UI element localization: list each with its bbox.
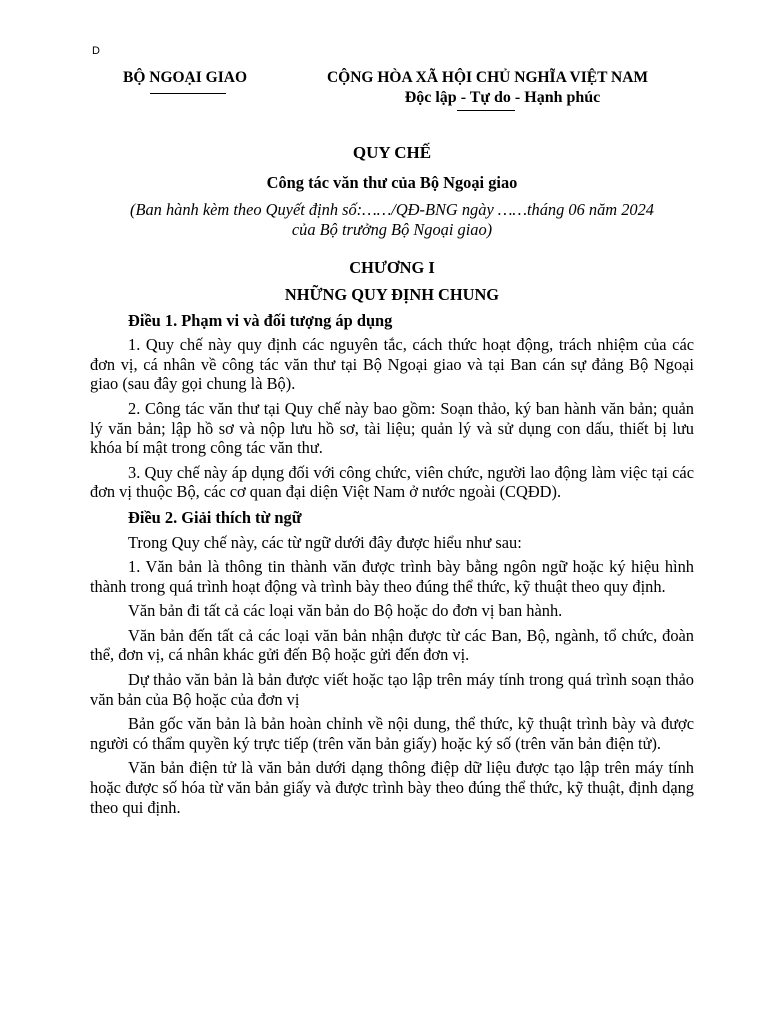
document-body	[90, 143, 694, 817]
agency-name: BỘ NGOẠI GIAO	[122, 69, 247, 86]
article-1-paragraph: 2. Công tác văn thư tại Quy chế này bao gồm: Soạn thảo, ký ban hành văn bản; quản lý văn bản; lập hồ sơ và nộp lưu hồ sơ, tài liệu; quản lý và sử dụng con dấu, thiết bị lưu khóa bí mật trong công tác văn thư.	[90, 398, 694, 458]
article-2-paragraph: Văn bản đi tất cả các loại văn bản do Bộ hoặc do đơn vị ban hành.	[128, 601, 563, 621]
article-2-heading: Điều 2. Giải thích từ ngữ	[128, 507, 302, 527]
chapter-name: NHỮNG QUY ĐỊNH CHUNG	[284, 284, 500, 304]
article-2-paragraph: Dự thảo văn bản là bản được viết hoặc tạo lập trên máy tính trong quá trình soạn thảo văn bản của Bộ hoặc của đơn vị	[90, 670, 694, 709]
country-name: CỘNG HÒA XÃ HỘI CHỦ NGHĨA VIỆT NAM	[326, 69, 649, 86]
motto-underline	[457, 110, 515, 111]
national-header	[295, 68, 680, 108]
corner-mark: D	[92, 45, 100, 57]
chapter-label: CHƯƠNG I	[349, 258, 435, 278]
article-2-paragraph: Văn bản đến tất cả các loại văn bản nhận được từ các Ban, Bộ, ngành, tổ chức, đoàn thể, đơn vị, cá nhân khác gửi đến Bộ hoặc gửi đến đơn vị.	[90, 625, 694, 665]
document-subtitle: Công tác văn thư của Bộ Ngoại giao	[266, 172, 518, 192]
issuance-note-line1: (Ban hành kèm theo Quyết định số:……/QĐ-BNG ngày ……tháng 06 năm 2024	[130, 200, 654, 220]
issuance-note	[90, 200, 694, 239]
article-2-paragraph: Văn bản điện tử là văn bản dưới dạng thông điệp dữ liệu được tạo lập trên máy tính hoặc được số hóa từ văn bản giấy và được trình bày theo đúng thể thức, kỹ thuật, định dạng theo qui định.	[90, 758, 694, 817]
article-1-paragraph: 3. Quy chế này áp dụng đối với công chức, viên chức, người lao động làm việc tại các đơn vị thuộc Bộ, các cơ quan đại diện Việt Nam ở nước ngoài (CQĐD).	[90, 462, 694, 502]
issuance-note-line2: của Bộ trưởng Bộ Ngoại giao)	[291, 219, 493, 239]
article-1-paragraph: 1. Quy chế này quy định các nguyên tắc, cách thức hoạt động, trách nhiệm của các đơn vị, cá nhân về công tác văn thư tại Bộ Ngoại giao và tại Ban cán sự đảng Bộ Ngoại giao (sau đây gọi chung là Bộ).	[90, 335, 694, 394]
article-2-paragraph: Trong Quy chế này, các từ ngữ dưới đây được hiểu như sau:	[128, 532, 522, 552]
article-1-heading: Điều 1. Phạm vi và đối tượng áp dụng	[128, 310, 393, 330]
article-2-paragraph: Bản gốc văn bản là bản hoàn chỉnh về nội dung, thể thức, kỹ thuật trình bày và được người có thẩm quyền ký trực tiếp (trên văn bản giấy) hoặc ký số (trên văn bản điện tử).	[90, 714, 694, 753]
article-2-paragraph: 1. Văn bản là thông tin thành văn được trình bày bằng ngôn ngữ hoặc ký hiệu hình thành trong quá trình hoạt động và trình bày theo đúng thể thức, kỹ thuật theo quy định.	[90, 557, 694, 596]
agency-header	[110, 68, 260, 88]
national-motto: Độc lập - Tự do - Hạnh phúc	[404, 89, 601, 106]
document-title: QUY CHẾ	[352, 143, 432, 162]
agency-underline	[150, 93, 226, 94]
